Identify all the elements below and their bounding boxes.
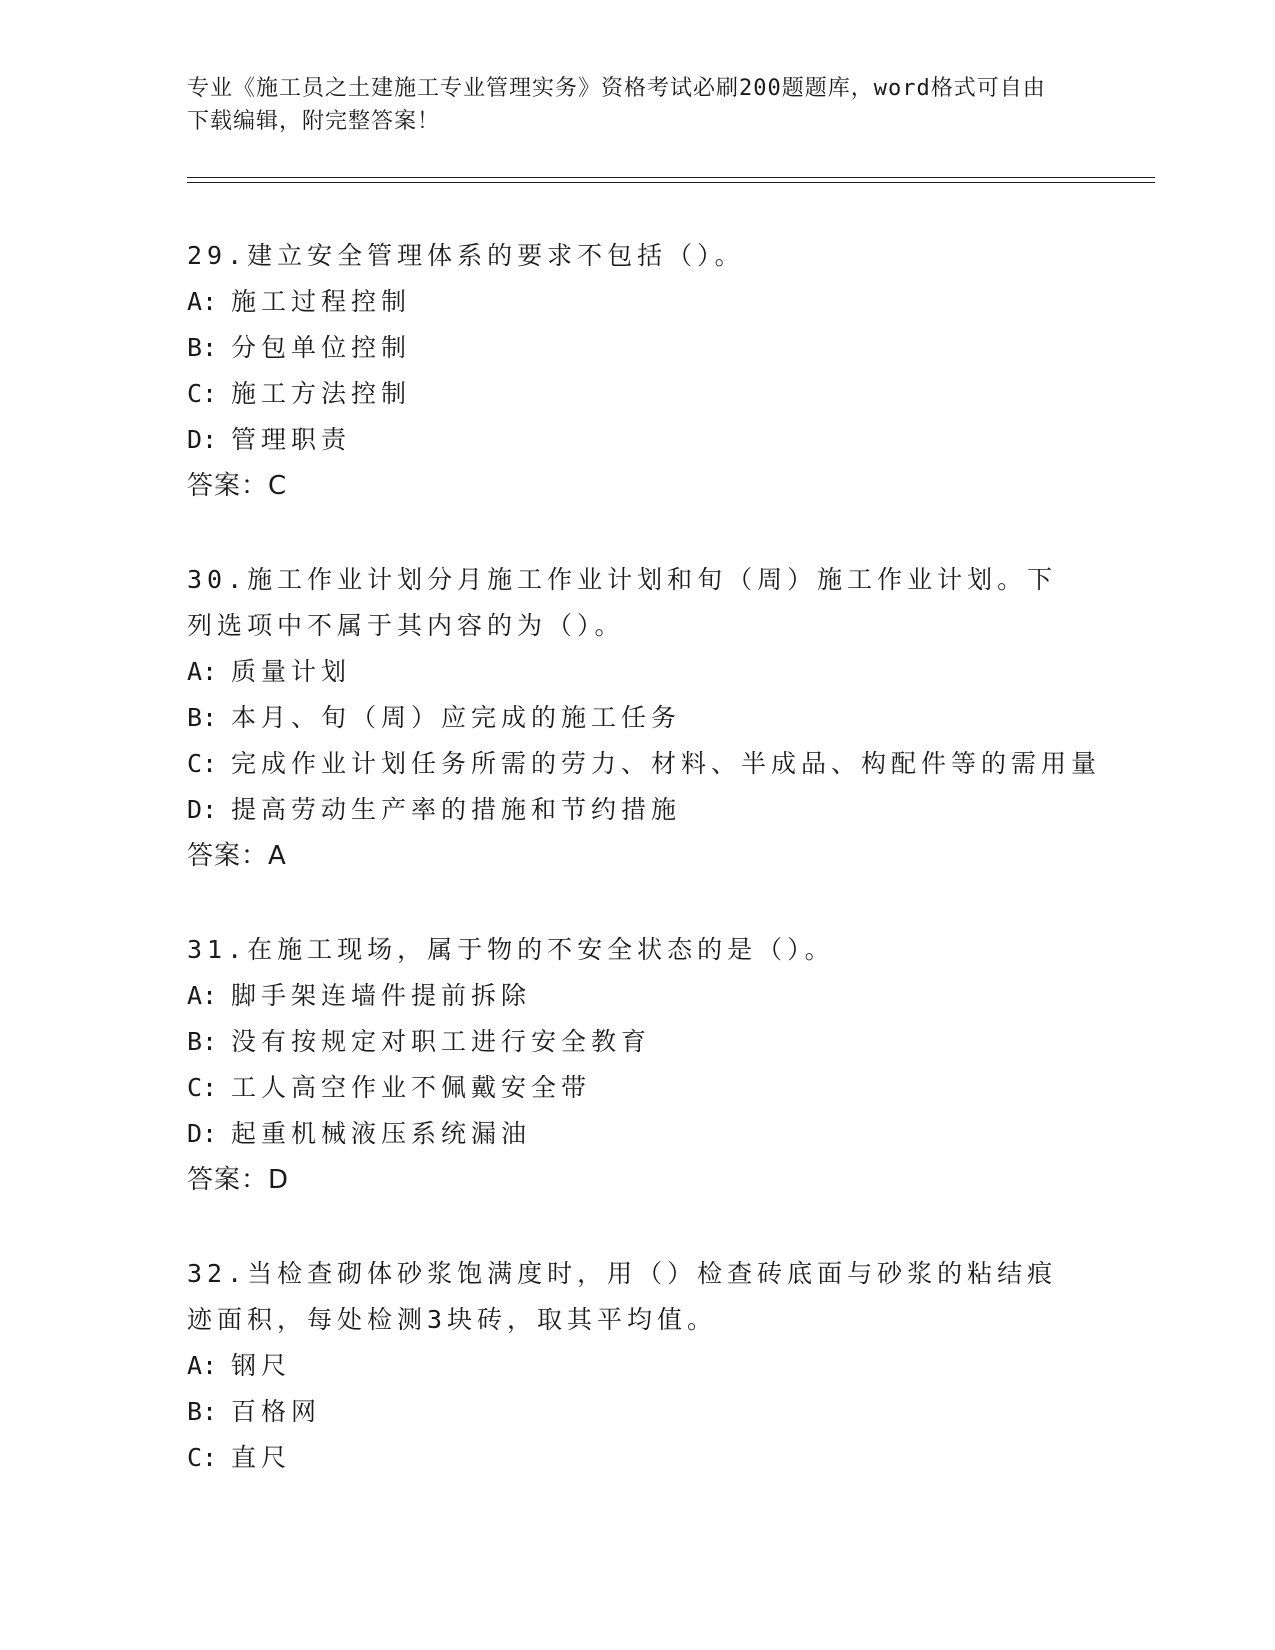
option-d xyxy=(187,1111,1087,1157)
option-text: 百格网 xyxy=(231,1397,322,1426)
option-key: C: xyxy=(187,1073,218,1102)
option-text: 脚手架连墙件提前拆除 xyxy=(231,981,532,1010)
question-text: 30.施工作业计划分月施工作业计划和旬（周）施工作业计划。下列选项中不属于其内容的为（）。 xyxy=(187,565,1058,640)
option-c xyxy=(187,741,1102,787)
option-a xyxy=(187,1343,1087,1389)
answer-line: 答案：A xyxy=(187,841,287,871)
option-text: 质量计划 xyxy=(231,657,352,686)
option-text: 管理职责 xyxy=(231,425,352,454)
option-c xyxy=(187,1435,1087,1481)
option-key: A: xyxy=(187,287,218,316)
header-rule-bottom xyxy=(187,182,1155,183)
question-list xyxy=(187,233,1102,1529)
option-key: A: xyxy=(187,981,218,1010)
option-text: 完成作业计划任务所需的劳力、材料、半成品、构配件等的需用量 xyxy=(231,749,1102,778)
option-key: A: xyxy=(187,1351,218,1380)
document-header: 专业《施工员之土建施工专业管理实务》资格考试必刷200题题库，word格式可自由下载编辑，附完整答案！ xyxy=(187,76,1046,134)
option-key: C: xyxy=(187,1443,218,1472)
question-32 xyxy=(187,1251,1087,1481)
option-text: 分包单位控制 xyxy=(231,333,412,362)
option-key: D: xyxy=(187,425,218,454)
option-key: B: xyxy=(187,1397,218,1426)
option-key: B: xyxy=(187,1027,218,1056)
answer-line: 答案：C xyxy=(187,471,288,501)
option-d xyxy=(187,417,1087,463)
question-text: 32.当检查砌体砂浆饱满度时，用（）检查砖底面与砂浆的粘结痕迹面积，每处检测3块砖，取其平均值。 xyxy=(187,1259,1058,1334)
option-text: 钢尺 xyxy=(231,1351,292,1380)
header-rule-top xyxy=(187,177,1155,178)
question-30 xyxy=(187,557,1102,879)
option-text: 施工方法控制 xyxy=(231,379,412,408)
option-key: C: xyxy=(187,379,218,408)
question-text: 29.建立安全管理体系的要求不包括（）。 xyxy=(187,241,745,270)
question-text: 31.在施工现场，属于物的不安全状态的是（）。 xyxy=(187,935,835,964)
option-key: B: xyxy=(187,333,218,362)
option-key: D: xyxy=(187,795,218,824)
option-text: 起重机械液压系统漏油 xyxy=(231,1119,532,1148)
option-text: 提高劳动生产率的措施和节约措施 xyxy=(231,795,682,824)
option-key: D: xyxy=(187,1119,218,1148)
option-key: B: xyxy=(187,703,218,732)
option-a xyxy=(187,279,1087,325)
option-a xyxy=(187,649,1087,695)
option-b xyxy=(187,695,1087,741)
option-b xyxy=(187,1019,1087,1065)
option-text: 工人高空作业不佩戴安全带 xyxy=(231,1073,592,1102)
option-d xyxy=(187,787,1087,833)
option-key: C: xyxy=(187,749,218,778)
option-text: 直尺 xyxy=(231,1443,292,1472)
option-b xyxy=(187,1389,1087,1435)
option-c xyxy=(187,371,1087,417)
question-31 xyxy=(187,927,1087,1203)
option-key: A: xyxy=(187,657,218,686)
option-b xyxy=(187,325,1087,371)
answer-line: 答案：D xyxy=(187,1165,290,1195)
option-text: 施工过程控制 xyxy=(231,287,412,316)
question-29 xyxy=(187,233,1087,509)
option-text: 本月、旬（周）应完成的施工任务 xyxy=(231,703,682,732)
option-c xyxy=(187,1065,1087,1111)
option-a xyxy=(187,973,1087,1019)
option-text: 没有按规定对职工进行安全教育 xyxy=(231,1027,652,1056)
